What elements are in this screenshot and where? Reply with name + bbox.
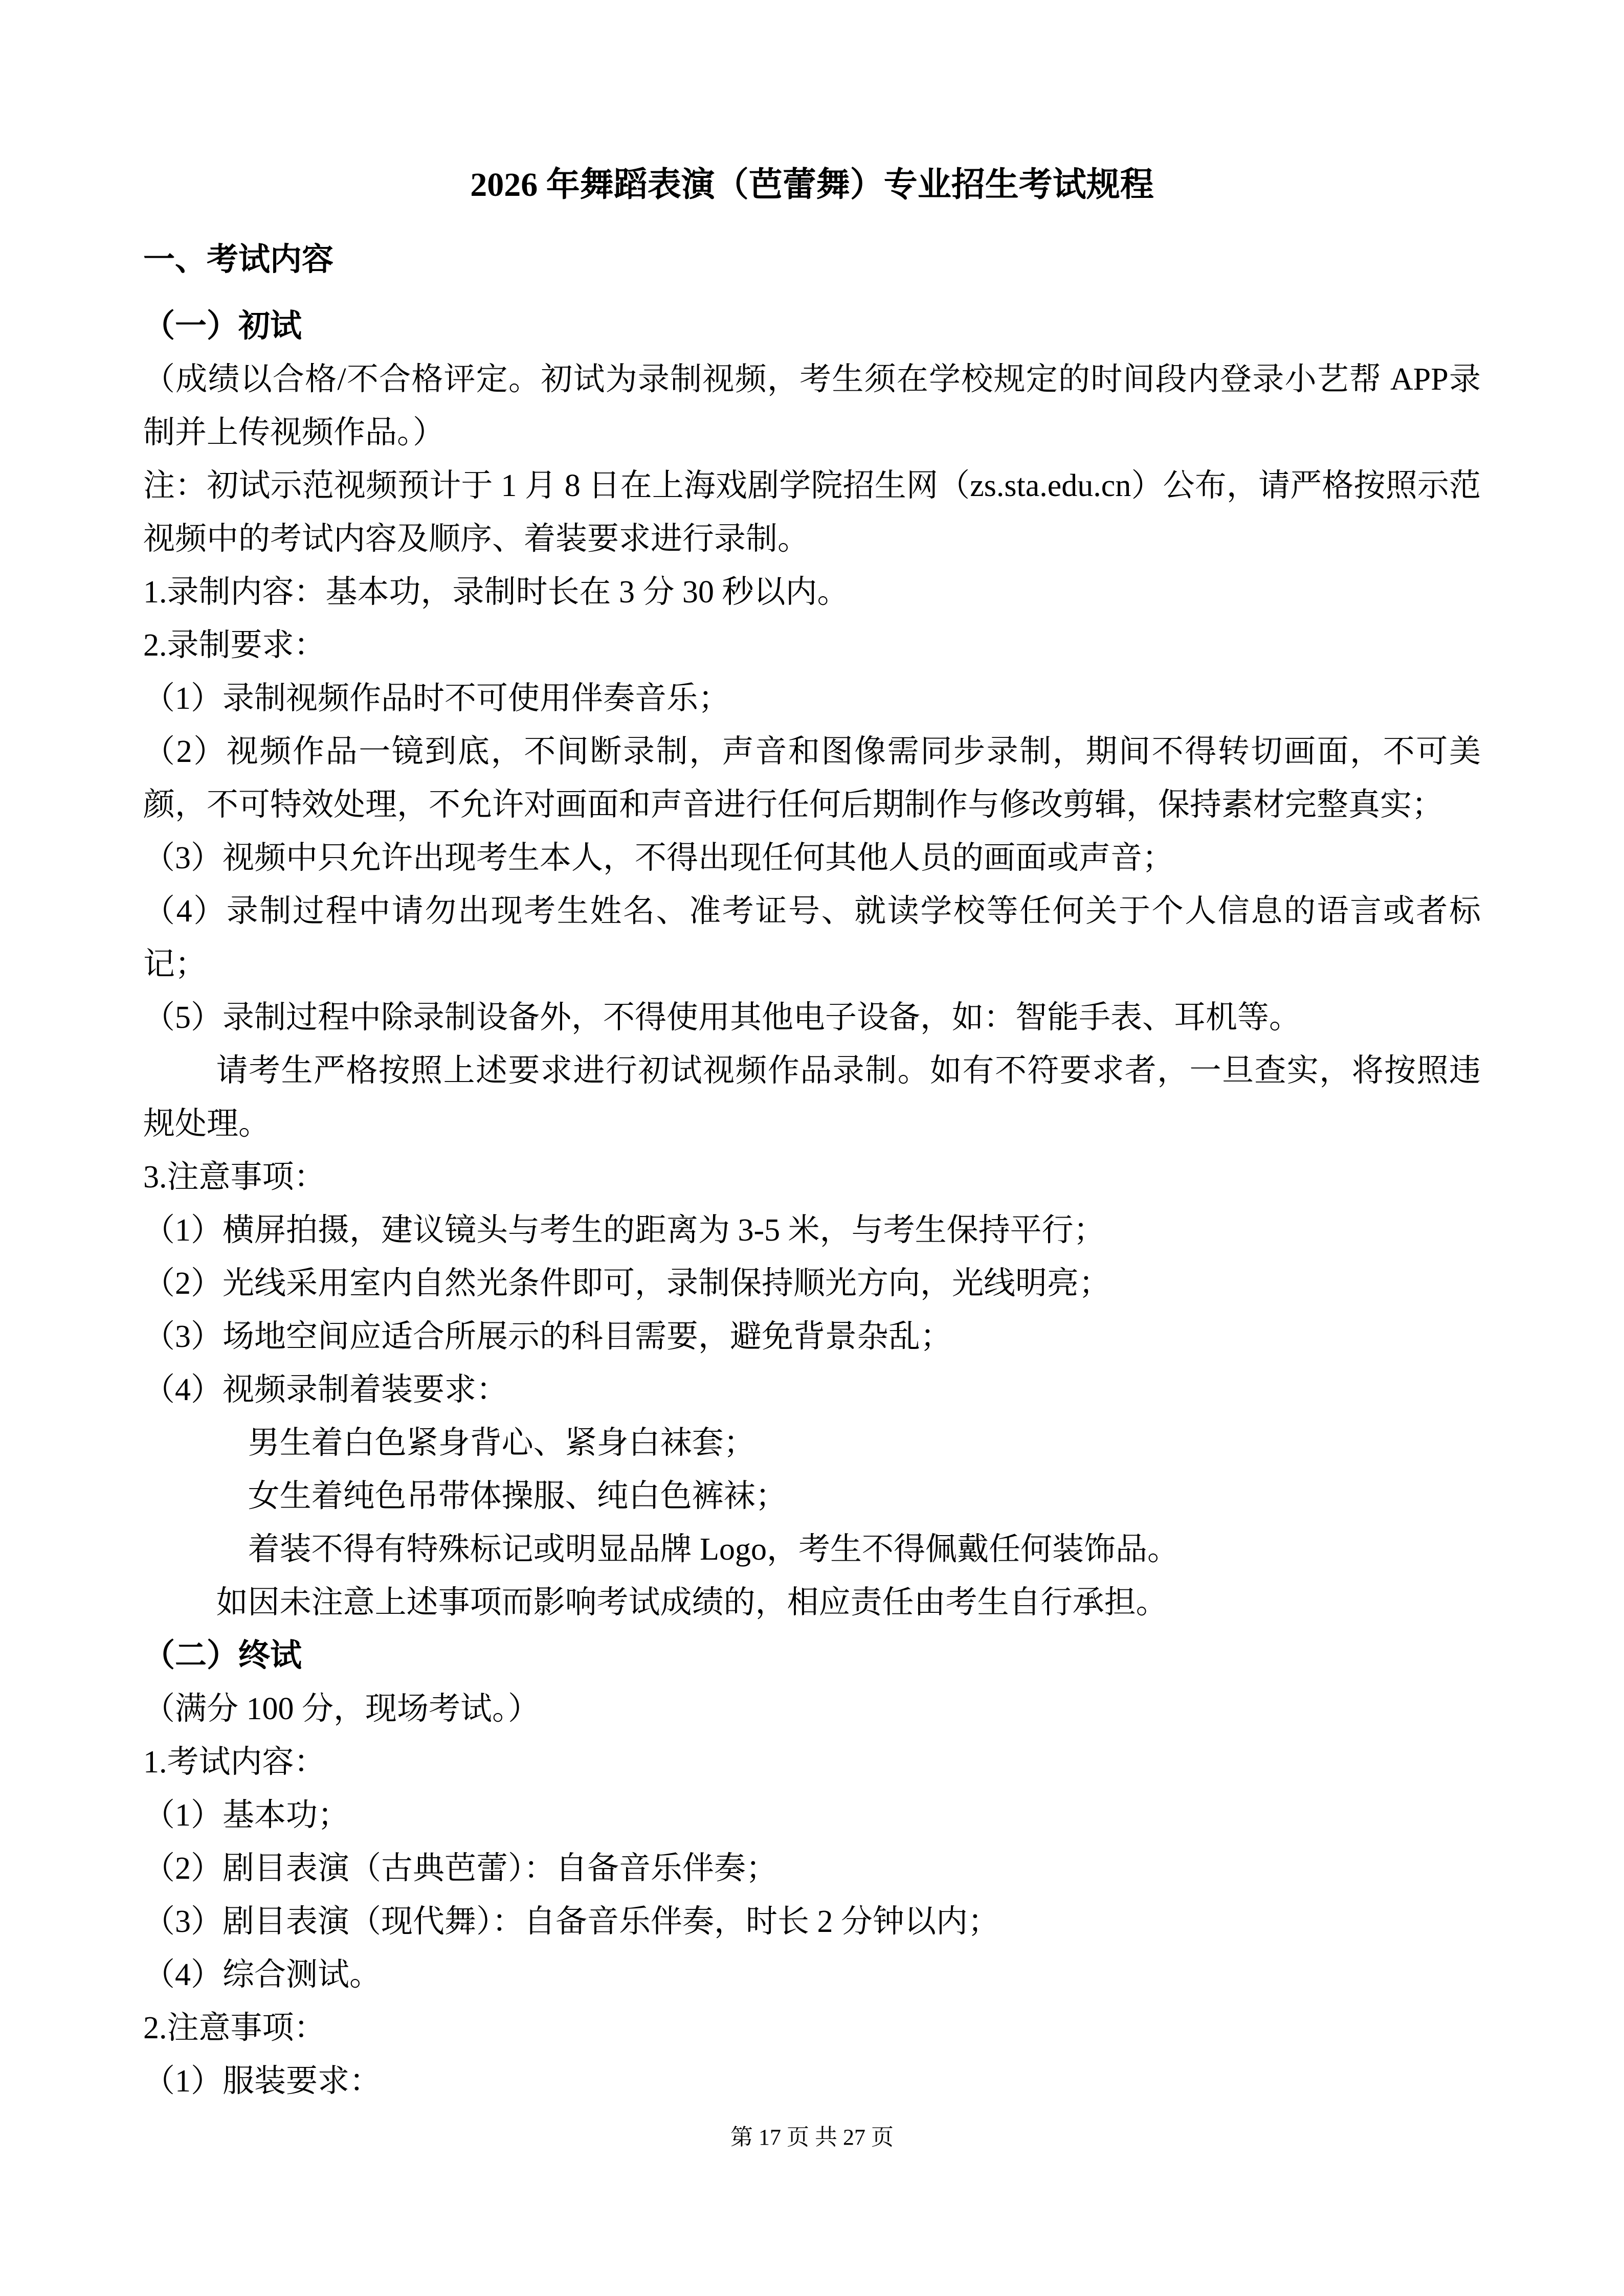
para-final-content-label: 1.考试内容：	[143, 1745, 326, 1780]
para-final-item-2: （2）剧目表演（古典芭蕾）：自备音乐伴奏；	[143, 1851, 778, 1886]
para-precaution-1: （1）横屏拍摄，建议镜头与考生的距离为 3-5 米，与考生保持平行；	[143, 1213, 1105, 1248]
para-dress-male: 男生着白色紧身背心、紧身白袜套；	[248, 1426, 755, 1460]
page-footer: 第 17 页 共 27 页	[730, 2125, 894, 2150]
heading-final-test: （二）终试	[143, 1638, 302, 1673]
para-final-item-4: （4）综合测试。	[143, 1957, 382, 1992]
para-recording-content: 1.录制内容：基本功，录制时长在 3 分 30 秒以内。	[143, 575, 849, 610]
para-recording-req-1: （1）录制视频作品时不可使用伴奏音乐；	[143, 681, 730, 716]
para-note-demo-video: 注：初试示范视频预计于 1 月 8 日在上海戏剧学院招生网（zs.sta.edu.cn）公布，请严格按照示范视频中的考试内容及顺序、着装要求进行录制。	[143, 468, 1481, 556]
para-precaution-2: （2）光线采用室内自然光条件即可，录制保持顺光方向，光线明亮；	[143, 1266, 1111, 1301]
para-recording-requirements-label: 2.录制要求：	[143, 628, 326, 663]
para-final-intro: （满分 100 分，现场考试。）	[143, 1692, 540, 1726]
para-strict-compliance: 请考生严格按照上述要求进行初试视频作品录制。如有不符要求者，一旦查实，将按照违规处理。	[143, 1053, 1481, 1141]
para-precaution-3: （3）场地空间应适合所展示的科目需要，避免背景杂乱；	[143, 1319, 952, 1354]
para-clothing-req-label: （1）服装要求：	[143, 2064, 382, 2099]
para-final-item-3: （3）剧目表演（现代舞）：自备音乐伴奏，时长 2 分钟以内；	[143, 1904, 1000, 1939]
para-preliminary-intro: （成绩以合格/不合格评定。初试为录制视频，考生须在学校规定的时间段内登录小艺帮 APP录制并上传视频作品。）	[143, 362, 1481, 450]
para-dress-logo: 着装不得有特殊标记或明显品牌 Logo，考生不得佩戴任何装饰品。	[248, 1532, 1179, 1567]
para-dress-female: 女生着纯色吊带体操服、纯白色裤袜；	[248, 1479, 787, 1514]
para-final-item-1: （1）基本功；	[143, 1798, 350, 1833]
para-recording-req-3: （3）视频中只允许出现考生本人，不得出现任何其他人员的画面或声音；	[143, 841, 1174, 875]
para-recording-req-2: （2）视频作品一镜到底，不间断录制，声音和图像需同步录制，期间不得转切画面，不可美颜，不可特效处理，不允许对画面和声音进行任何后期制作与修改剪辑，保持素材完整真实；	[143, 734, 1481, 822]
para-recording-req-4: （4）录制过程中请勿出现考生姓名、准考证号、就读学校等任何关于个人信息的语言或者标记；	[143, 894, 1481, 982]
heading-preliminary-test: （一）初试	[143, 309, 302, 344]
heading-exam-content: 一、考试内容	[143, 242, 334, 277]
doc-title: 2026 年舞蹈表演（芭蕾舞）专业招生考试规程	[470, 166, 1154, 204]
para-precaution-4-dress: （4）视频录制着装要求：	[143, 1372, 508, 1407]
para-precautions-label: 3.注意事项：	[143, 1160, 326, 1195]
para-final-precautions-label: 2.注意事项：	[143, 2011, 326, 2045]
para-recording-req-5: （5）录制过程中除录制设备外，不得使用其他电子设备，如：智能手表、耳机等。	[143, 1000, 1301, 1035]
document-content	[143, 159, 1481, 2108]
para-responsibility: 如因未注意上述事项而影响考试成绩的，相应责任由考生自行承担。	[216, 1585, 1168, 1620]
